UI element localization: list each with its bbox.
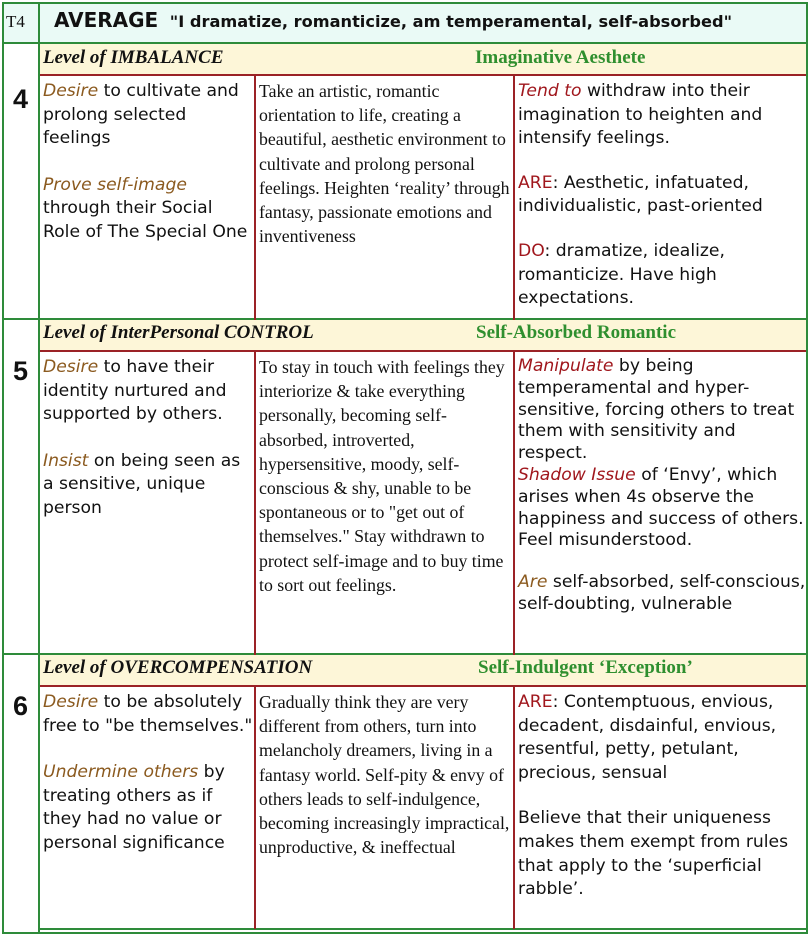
keyword: Desire xyxy=(43,81,99,101)
text: : Contemptuous, envious, decadent, disdainful, envious, resentful, petty, petulant, precious, sensual xyxy=(518,692,777,783)
divider xyxy=(40,74,806,76)
divider xyxy=(38,4,40,932)
divider xyxy=(513,685,515,929)
text: withdraw into their imagination to heighten and intensify feelings. xyxy=(518,81,763,149)
level-6-col1 xyxy=(43,691,253,856)
divider xyxy=(4,42,806,44)
keyword: Tend to xyxy=(518,81,582,101)
header-average: AVERAGE xyxy=(54,8,159,32)
keyword: ARE xyxy=(518,172,553,193)
text: by treating others as if they had no value or personal significance xyxy=(43,762,225,853)
text: on being seen as a sensitive, unique person xyxy=(43,450,241,518)
level-4-col3 xyxy=(518,80,804,311)
header-quote: "I dramatize, romanticize, am temperamental, self-absorbed" xyxy=(169,12,733,31)
keyword: Shadow Issue xyxy=(518,464,636,485)
level-6-name: Self-Indulgent ‘Exception’ xyxy=(478,657,693,678)
level-6-label: Level of OVERCOMPENSATION xyxy=(43,657,313,678)
divider xyxy=(40,928,806,930)
text: to be absolutely free to "be themselves." xyxy=(43,692,253,736)
keyword: ARE xyxy=(518,692,553,712)
keyword: Are xyxy=(518,572,548,593)
keyword: Insist xyxy=(43,450,89,471)
keyword: Desire xyxy=(43,692,99,712)
keyword: Desire xyxy=(43,357,99,377)
text: by being temperamental and hyper-sensitive, forcing others to treat them with sensitivity and respect. xyxy=(518,356,795,464)
text: Believe that their uniqueness makes them exempt from rules that apply to the ‘superficial rabble’. xyxy=(518,808,789,900)
text: to have their identity nurtured and supported by others. xyxy=(43,357,227,425)
level-5-col3 xyxy=(518,356,806,616)
keyword: Prove self-image xyxy=(43,174,187,195)
level-4-label: Level of IMBALANCE xyxy=(43,47,224,68)
text: to cultivate and prolong selected feelings xyxy=(43,81,239,149)
level-5-col1 xyxy=(43,356,253,521)
level-5-name: Self-Absorbed Romantic xyxy=(476,322,677,343)
text: self-absorbed, self-conscious, self-doubting, vulnerable xyxy=(518,572,806,614)
level-6-col3 xyxy=(518,691,804,902)
level-4-number: 4 xyxy=(13,84,29,114)
header-tag: T4 xyxy=(6,12,25,31)
divider xyxy=(40,350,806,352)
level-4-name: Imaginative Aesthete xyxy=(475,47,646,68)
divider xyxy=(513,74,515,320)
divider xyxy=(4,653,806,655)
level-6-col2: Gradually think they are very different from others, turn into melancholy dreamers, living in a fantasy world. Self-pity & envy of others leads to self-indulgence, becoming increasingly impractical, unproductive, & ineffectual xyxy=(259,692,510,858)
divider xyxy=(40,685,806,687)
keyword: DO xyxy=(518,240,545,261)
level-6-number: 6 xyxy=(13,691,29,721)
divider xyxy=(513,350,515,655)
divider xyxy=(254,350,256,655)
divider xyxy=(254,74,256,320)
text: through their Social Role of The Special One xyxy=(43,198,248,242)
text: of ‘Envy’, which arises when 4s observe the happiness and success of others. Feel misunderstood. xyxy=(518,464,804,551)
level-5-col2: To stay in touch with feelings they interiorize & take everything personally, becoming self-absorbed, introverted, hypersensitive, moody, self-conscious & shy, unable to be spontaneous or to "get out of themselves." Stay withdrawn to protect self-image and to buy time to sort out feelings. xyxy=(259,357,505,595)
divider xyxy=(254,685,256,929)
level-5-label: Level of InterPersonal CONTROL xyxy=(43,322,314,343)
level-4-col1 xyxy=(43,80,253,245)
header-title xyxy=(54,8,732,32)
divider xyxy=(4,318,806,320)
keyword: Undermine others xyxy=(43,762,199,783)
text: : dramatize, idealize, romanticize. Have high expectations. xyxy=(518,240,725,309)
level-4-col2: Take an artistic, romantic orientation to life, creating a beautiful, aesthetic environment to cultivate and prolong personal feelings. Heighten ‘reality’ through fantasy, passionate emotions and inventiveness xyxy=(259,81,510,247)
keyword: Manipulate xyxy=(518,356,614,376)
level-5-number: 5 xyxy=(13,356,29,386)
text: : Aesthetic, infatuated, individualistic, past-oriented xyxy=(518,172,763,217)
